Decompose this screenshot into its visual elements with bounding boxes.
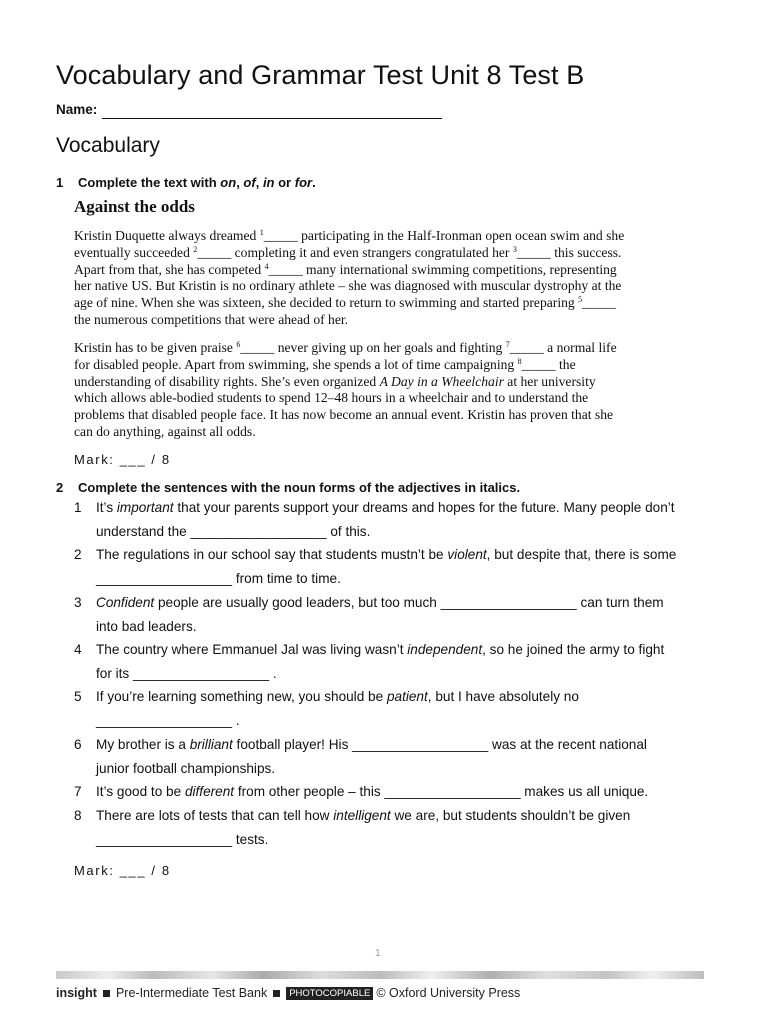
brand-logo: insight: [56, 986, 97, 1000]
publisher: © Oxford University Press: [376, 986, 521, 1000]
text-line: problems that disabled people face. It has now become an annual event. Kristin has proven that she: [74, 407, 614, 423]
text-line: Kristin Duquette always dreamed $^1$_____ participating in the Half-Ironman open ocean swim and she: [74, 228, 625, 243]
story-paragraph-2: [74, 340, 704, 441]
story-title: Against the odds: [74, 197, 195, 216]
text-line: her native US. But Kristin is no ordinary athlete – she was diagnosed with muscular dystrophy at the: [74, 278, 622, 294]
page-number: 1: [375, 948, 381, 959]
page-title: Vocabulary and Grammar Test Unit 8 Test B: [56, 60, 585, 90]
name-label: Name:: [56, 102, 98, 117]
task1-number: 1: [56, 175, 64, 190]
name-field-line[interactable]: [102, 118, 442, 119]
photocopiable-badge: PHOTOCOPIABLE: [286, 987, 373, 1000]
text-line: the numerous competitions that were ahead of her.: [74, 311, 349, 327]
task2-mark: Mark: ___ / 8: [74, 863, 171, 878]
book-title: Pre-Intermediate Test Bank: [115, 986, 268, 1000]
task1-instruction: 1 Complete the text with on, of, in or for.: [56, 175, 316, 190]
text-line: can do anything, against all odds.: [74, 423, 256, 439]
square-bullet-icon: [103, 990, 110, 997]
text-line: Kristin has to be given praise $^6$_____ never giving up on her goals and fighting $^7$_____ a normal life: [74, 340, 617, 355]
text-line: age of nine. When she was sixteen, she decided to return to swimming and started preparing $^5$_____: [74, 295, 617, 311]
task1-mark: Mark: ___ / 8: [74, 452, 171, 467]
square-bullet-icon: [273, 990, 280, 997]
text-line: understanding of disability rights. She’s even organized A Day in a Wheelchair at her university: [74, 373, 596, 389]
footer-photo-strip: [56, 971, 704, 979]
task2-number: 2: [56, 480, 64, 495]
footer: [56, 986, 520, 1000]
section-title: Vocabulary: [56, 134, 160, 157]
text-line: which allows able-bodied students to spend 12–48 hours in a wheelchair and to understand the: [74, 390, 589, 406]
text-line: for disabled people. Apart from swimming, she spends a lot of time campaigning $^8$_____ the: [74, 356, 576, 372]
text-line: eventually succeeded $^2$_____ completing it and even strangers congratulated her $^3$_____ this success.: [74, 244, 622, 260]
text-line: Apart from that, she has competed $^4$_____ many international swimming competitions, representing: [74, 261, 617, 277]
task2-instruction: 2 Complete the sentences with the noun forms of the adjectives in italics.: [56, 480, 521, 495]
story-paragraph-1: [74, 228, 704, 329]
